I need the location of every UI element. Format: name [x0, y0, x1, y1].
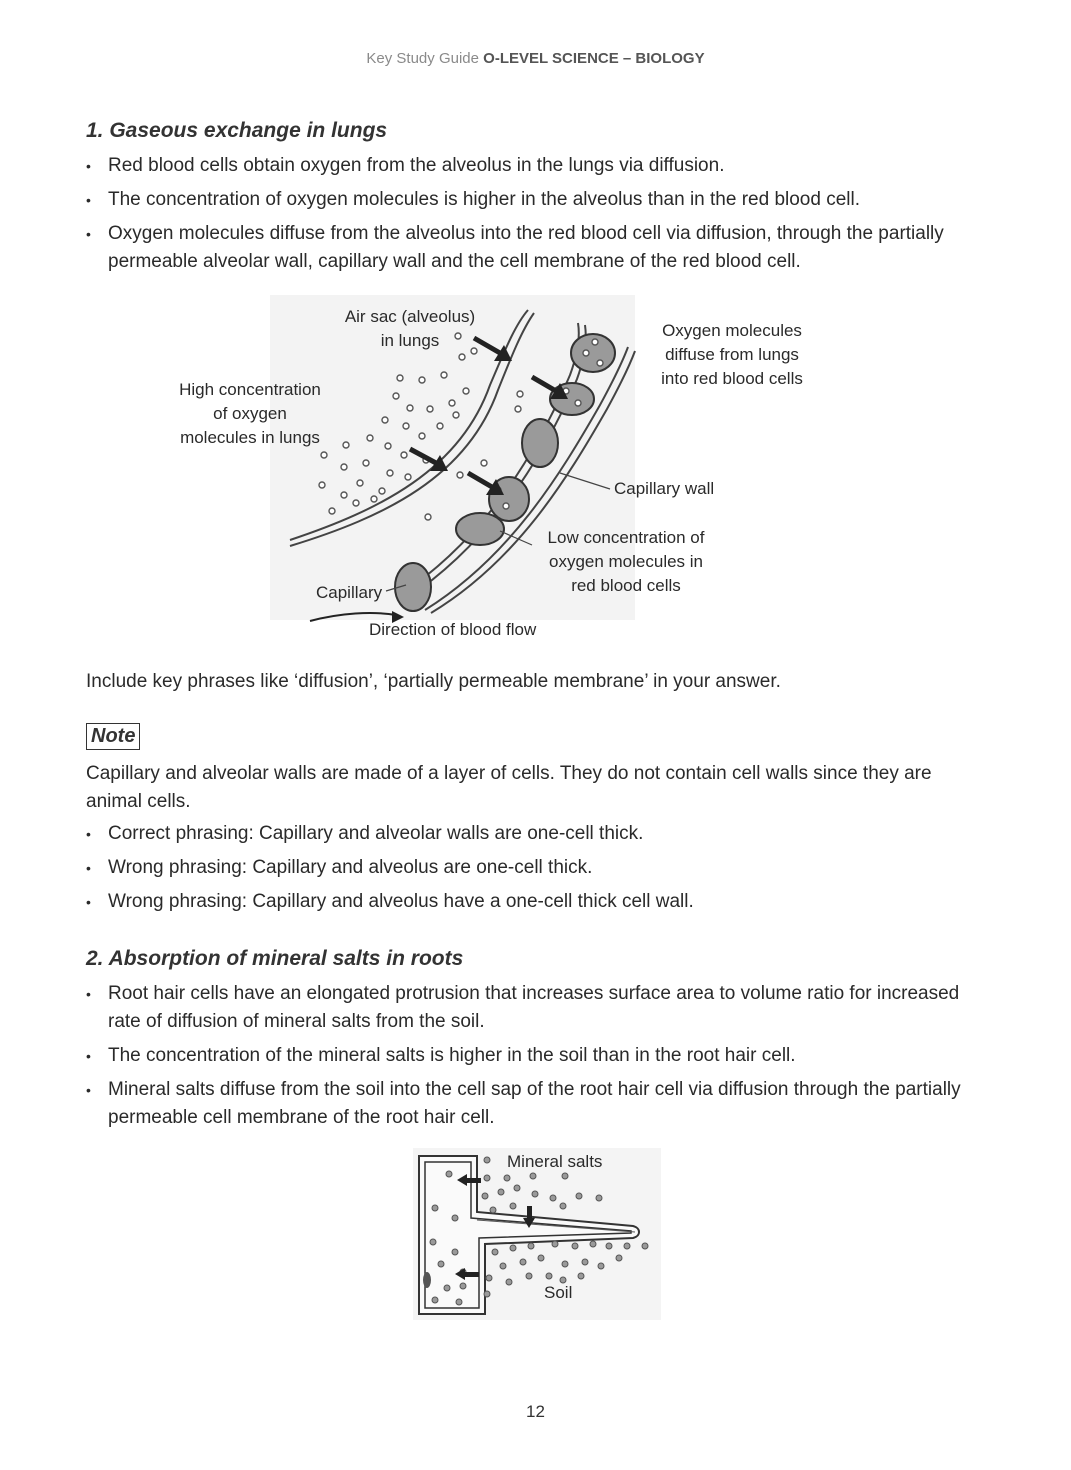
- running-header: [0, 50, 1071, 67]
- section-1-bullets: [86, 152, 986, 282]
- label-oxygen-1: Oxygen molecules: [662, 321, 802, 340]
- label-mineral-salts: Mineral salts: [507, 1152, 603, 1171]
- bullet: • Wrong phrasing: Capillary and alveolus have a one-cell thick cell wall.: [86, 888, 986, 916]
- label-capillary: Capillary: [316, 583, 383, 602]
- bullet: • The concentration of oxygen molecules is higher in the alveolus than in the red blood cell.: [86, 186, 986, 214]
- label-oxygen-2: diffuse from lungs: [665, 345, 799, 364]
- label-blood-flow: Direction of blood flow: [369, 620, 537, 639]
- subject-name: O-LEVEL SCIENCE – BIOLOGY: [483, 50, 705, 67]
- note-text: Capillary and alveolar walls are made of a layer of cells. They do not contain cell walls since they are animal cells.: [86, 763, 932, 812]
- bullet: • Wrong phrasing: Capillary and alveolus are one-cell thick.: [86, 854, 986, 882]
- section-1-title: 1. Gaseous exchange in lungs: [86, 119, 388, 142]
- bullet: • Oxygen molecules diffuse from the alveolus into the red blood cell via diffusion, through the partially permeable alveolar wall, capillary wall and the cell membrane of the red blood cell.: [86, 220, 986, 276]
- label-low-conc-3: red blood cells: [571, 576, 681, 595]
- bullet: • Correct phrasing: Capillary and alveolar walls are one-cell thick.: [86, 820, 986, 848]
- label-high-conc-2: of oxygen: [213, 404, 287, 423]
- bullet: • Mineral salts diffuse from the soil into the cell sap of the root hair cell via diffusion through the partially permeable cell membrane of the root hair cell.: [86, 1076, 986, 1132]
- guide-name: Key Study Guide: [366, 50, 479, 67]
- label-soil: Soil: [544, 1283, 573, 1302]
- label-in-lungs: in lungs: [380, 331, 440, 350]
- label-air-sac: Air sac (alveolus): [344, 307, 476, 326]
- gas-exchange-diagram: [160, 295, 830, 650]
- label-low-conc-2: oxygen molecules in: [548, 552, 704, 571]
- label-high-conc-3: molecules in lungs: [180, 428, 320, 447]
- note-label: Note: [86, 723, 140, 750]
- label-oxygen-3: into red blood cells: [661, 369, 803, 388]
- label-low-conc-1: Low concentration of: [547, 528, 705, 547]
- section-2-bullets: [86, 980, 986, 1138]
- page-number: 12: [526, 1402, 545, 1421]
- bullet: • Root hair cells have an elongated protrusion that increases surface area to volume ratio for increased rate of diffusion of mineral salts from the soil.: [86, 980, 986, 1036]
- label-capillary-wall: Capillary wall: [614, 479, 715, 498]
- tip-text: Include key phrases like ‘diffusion’, ‘partially permeable membrane’ in your answer.: [86, 671, 781, 692]
- section-2-title: 2. Absorption of mineral salts in roots: [86, 947, 464, 970]
- root-hair-cell-diagram: [405, 1148, 665, 1324]
- bullet: • The concentration of the mineral salts is higher in the soil than in the root hair cell.: [86, 1042, 986, 1070]
- note-bullets: [86, 820, 986, 922]
- bullet: • Red blood cells obtain oxygen from the alveolus in the lungs via diffusion.: [86, 152, 986, 180]
- label-high-conc-1: High concentration: [179, 380, 321, 399]
